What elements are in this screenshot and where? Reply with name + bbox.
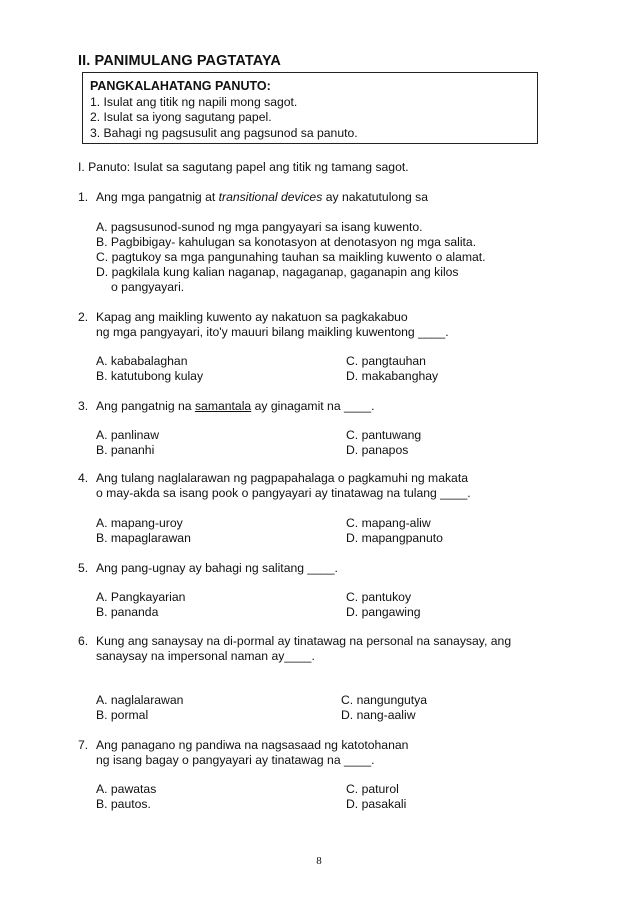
- question-2-option-a: A. kababalaghan: [96, 354, 188, 368]
- question-7-option-b: B. pautos.: [96, 797, 151, 811]
- question-6-stem-line: sanaysay na impersonal naman ay____.: [96, 649, 315, 663]
- question-4-option-c: C. mapang-aliw: [346, 516, 431, 530]
- question-4-stem-line: Ang tulang naglalarawan ng pagpapahalaga o pagkamuhi ng makata: [96, 471, 469, 485]
- question-7-option-a: A. pawatas: [96, 782, 157, 796]
- instruction-item: 1. Isulat ang titik ng napili mong sagot.: [90, 94, 298, 109]
- question-6-number: 6.: [78, 634, 89, 648]
- question-7-number: 7.: [78, 738, 89, 752]
- question-4-option-d: D. mapangpanuto: [346, 531, 443, 545]
- question-7-option-c: C. paturol: [346, 782, 399, 796]
- question-3-underlined-word: samantala: [194, 399, 252, 413]
- question-6-option-a: A. naglalarawan: [96, 693, 184, 707]
- question-2-stem-line: Kapag ang maikling kuwento ay nakatuon sa pagkakabuo: [96, 310, 408, 324]
- question-5-option-d: D. pangawing: [346, 605, 421, 619]
- question-2-option-b: B. katutubong kulay: [96, 369, 204, 383]
- question-3-option-a: A. panlinaw: [96, 428, 160, 442]
- instruction-item: 2. Isulat sa iyong sagutang papel.: [90, 110, 272, 124]
- question-7-stem-line: ng isang bagay o pangyayari ay tinatawag na ____.: [96, 753, 375, 767]
- question-5-option-b: B. pananda: [96, 605, 159, 619]
- question-4-option-b: B. mapaglarawan: [96, 531, 191, 545]
- question-5-stem-line: Ang pang-ugnay ay bahagi ng salitang ____.: [96, 561, 338, 575]
- question-2-number: 2.: [78, 310, 89, 324]
- question-1-option-d-cont: o pangyayari.: [111, 280, 185, 294]
- question-5-option-c: C. pantukoy: [346, 590, 412, 604]
- question-1-stem: Ang mga pangatnig at transitional devices ay nakatutulong sa: [96, 190, 429, 204]
- question-3-number: 3.: [78, 399, 89, 413]
- directions: I. Panuto: Isulat sa sagutang papel ang titik ng tamang sagot.: [78, 160, 409, 174]
- question-3-stem: Ang pangatnig na samantala ay ginagamit na ____.: [96, 399, 375, 413]
- question-7-option-d: D. pasakali: [346, 797, 407, 811]
- question-1-option-a: A. pagsusunod-sunod ng mga pangyayari sa isang kuwento.: [96, 220, 423, 234]
- question-4-number: 4.: [78, 471, 89, 485]
- question-2-option-c: C. pangtauhan: [346, 354, 426, 368]
- instruction-item: 3. Bahagi ng pagsusulit ang pagsunod sa panuto.: [90, 125, 358, 140]
- page-number: 8: [316, 855, 322, 867]
- instructions-box: [82, 72, 538, 144]
- question-6-option-c: C. nangungutya: [341, 693, 428, 707]
- question-1-number: 1.: [78, 190, 89, 204]
- question-2-stem-line: ng mga pangyayari, ito'y mauuri bilang maikling kuwentong ____.: [96, 325, 449, 339]
- question-1-option-c: C. pagtukoy sa mga pangunahing tauhan sa maikling kuwento o alamat.: [96, 250, 486, 264]
- question-4-option-a: A. mapang-uroy: [96, 516, 183, 530]
- instructions-title: PANGKALAHATANG PANUTO:: [90, 79, 271, 93]
- question-3-option-d: D. panapos: [346, 443, 409, 457]
- question-2-option-d: D. makabanghay: [346, 369, 439, 383]
- question-5-option-a: A. Pangkayarian: [96, 590, 186, 604]
- question-1-option-d: D. pagkilala kung kalian naganap, nagaganap, gaganapin ang kilos: [96, 265, 459, 279]
- question-6-stem-line: Kung ang sanaysay na di-pormal ay tinatawag na personal na sanaysay, ang: [96, 634, 512, 648]
- question-6-option-d: D. nang-aaliw: [341, 708, 416, 722]
- question-4-stem-line: o may-akda sa isang pook o pangyayari ay tinatawag na tulang ____.: [96, 486, 471, 500]
- question-5-number: 5.: [78, 561, 89, 575]
- question-3-option-c: C. pantuwang: [346, 428, 422, 442]
- question-6-option-b: B. pormal: [96, 708, 149, 722]
- question-7-stem-line: Ang panagano ng pandiwa na nagsasaad ng katotohanan: [96, 738, 409, 752]
- question-1-option-b: B. Pagbibigay- kahulugan sa konotasyon at denotasyon ng mga salita.: [96, 235, 477, 249]
- section-title: II. PANIMULANG PAGTATAYA: [78, 53, 281, 69]
- question-1-emphasis: transitional devices: [218, 190, 323, 204]
- question-3-option-b: B. pananhi: [96, 443, 155, 457]
